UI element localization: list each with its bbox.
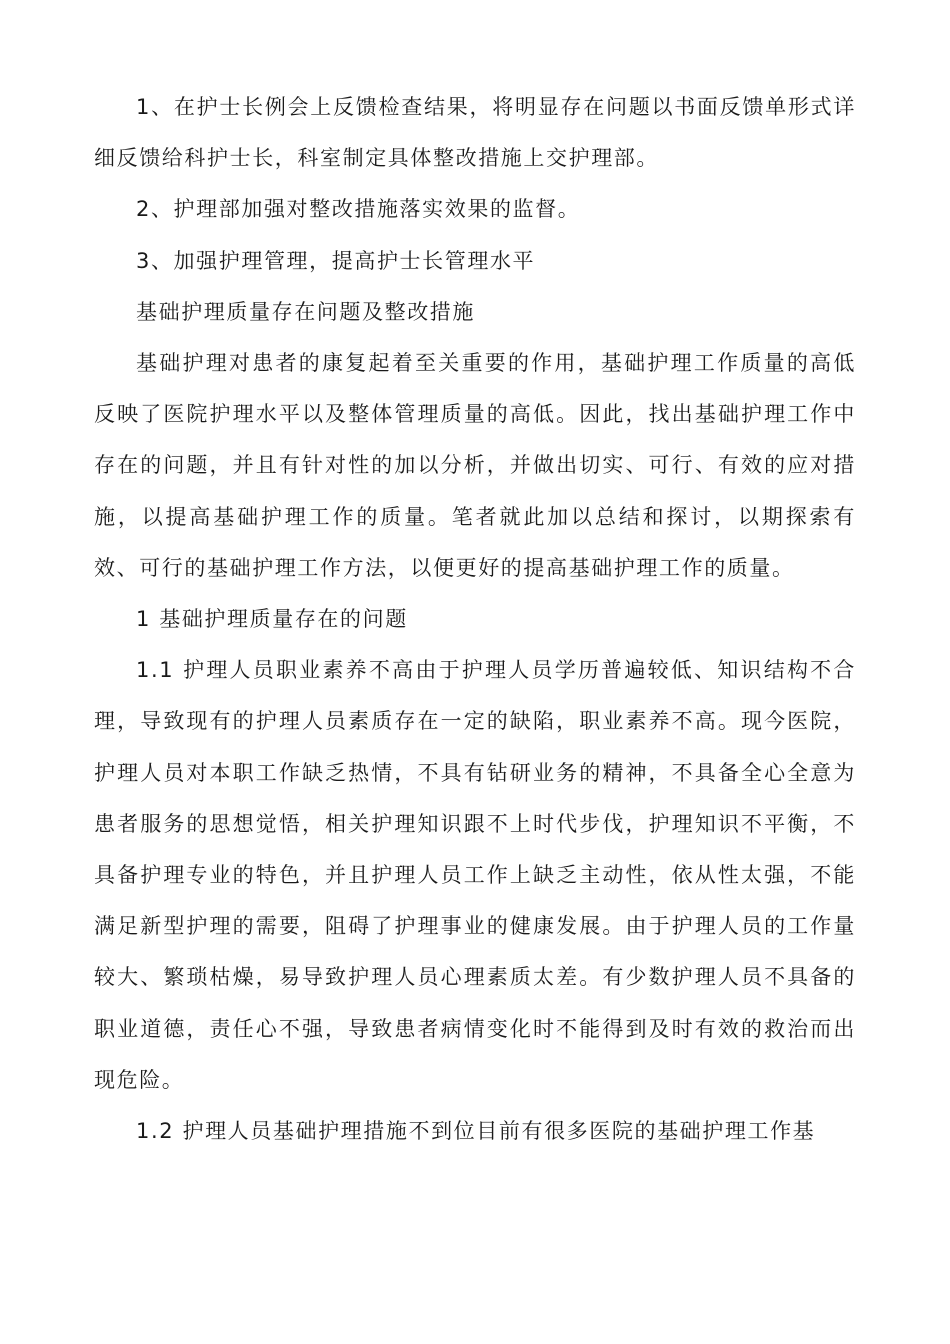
paragraph-management: 3、加强护理管理，提高护士长管理水平 [136,248,536,273]
paragraph-1-1: 1.1 护理人员职业素养不高由于护理人员学历普遍较低、知识结构不合理，导致现有的护理人员素质存在一定的缺陷，职业素养不高。现今医院，护理人员对本职工作缺乏热情，不具有钻研业务的精神，不具备全心全意为患者服务的思想觉悟，相关护理知识跟不上时代步伐，护理知识不平衡，不具备护理专业的特色，并且护理人员工作上缺乏主动性，依从性太强，不能满足新型护理的需要，阻碍了护理事业的健康发展。由于护理人员的工作量较大、繁琐枯燥，易导致护理人员心理素质太差。有少数护理人员不具备的职业道德，责任心不强，导致患者病情变化时不能得到及时有效的救治而出现危险。 [94,658,856,1092]
document-page [94,82,856,1157]
subsection-heading-1: 1 基础护理质量存在的问题 [136,607,408,632]
paragraph-1-2: 1.2 护理人员基础护理措施不到位目前有很多医院的基础护理工作基 [136,1119,816,1144]
paragraph-feedback-results: 1、在护士长例会上反馈检查结果，将明显存在问题以书面反馈单形式详细反馈给科护士长，科室制定具体整改措施上交护理部。 [94,95,856,171]
section-heading: 基础护理质量存在问题及整改措施 [136,299,475,324]
paragraph-supervision: 2、护理部加强对整改措施落实效果的监督。 [136,197,581,222]
paragraph-introduction: 基础护理对患者的康复起着至关重要的作用，基础护理工作质量的高低反映了医院护理水平以及整体管理质量的高低。因此，找出基础护理工作中存在的问题，并且有针对性的加以分析，并做出切实、可行、有效的应对措施，以提高基础护理工作的质量。笔者就此加以总结和探讨，以期探索有效、可行的基础护理工作方法，以便更好的提高基础护理工作的质量。 [94,351,856,580]
